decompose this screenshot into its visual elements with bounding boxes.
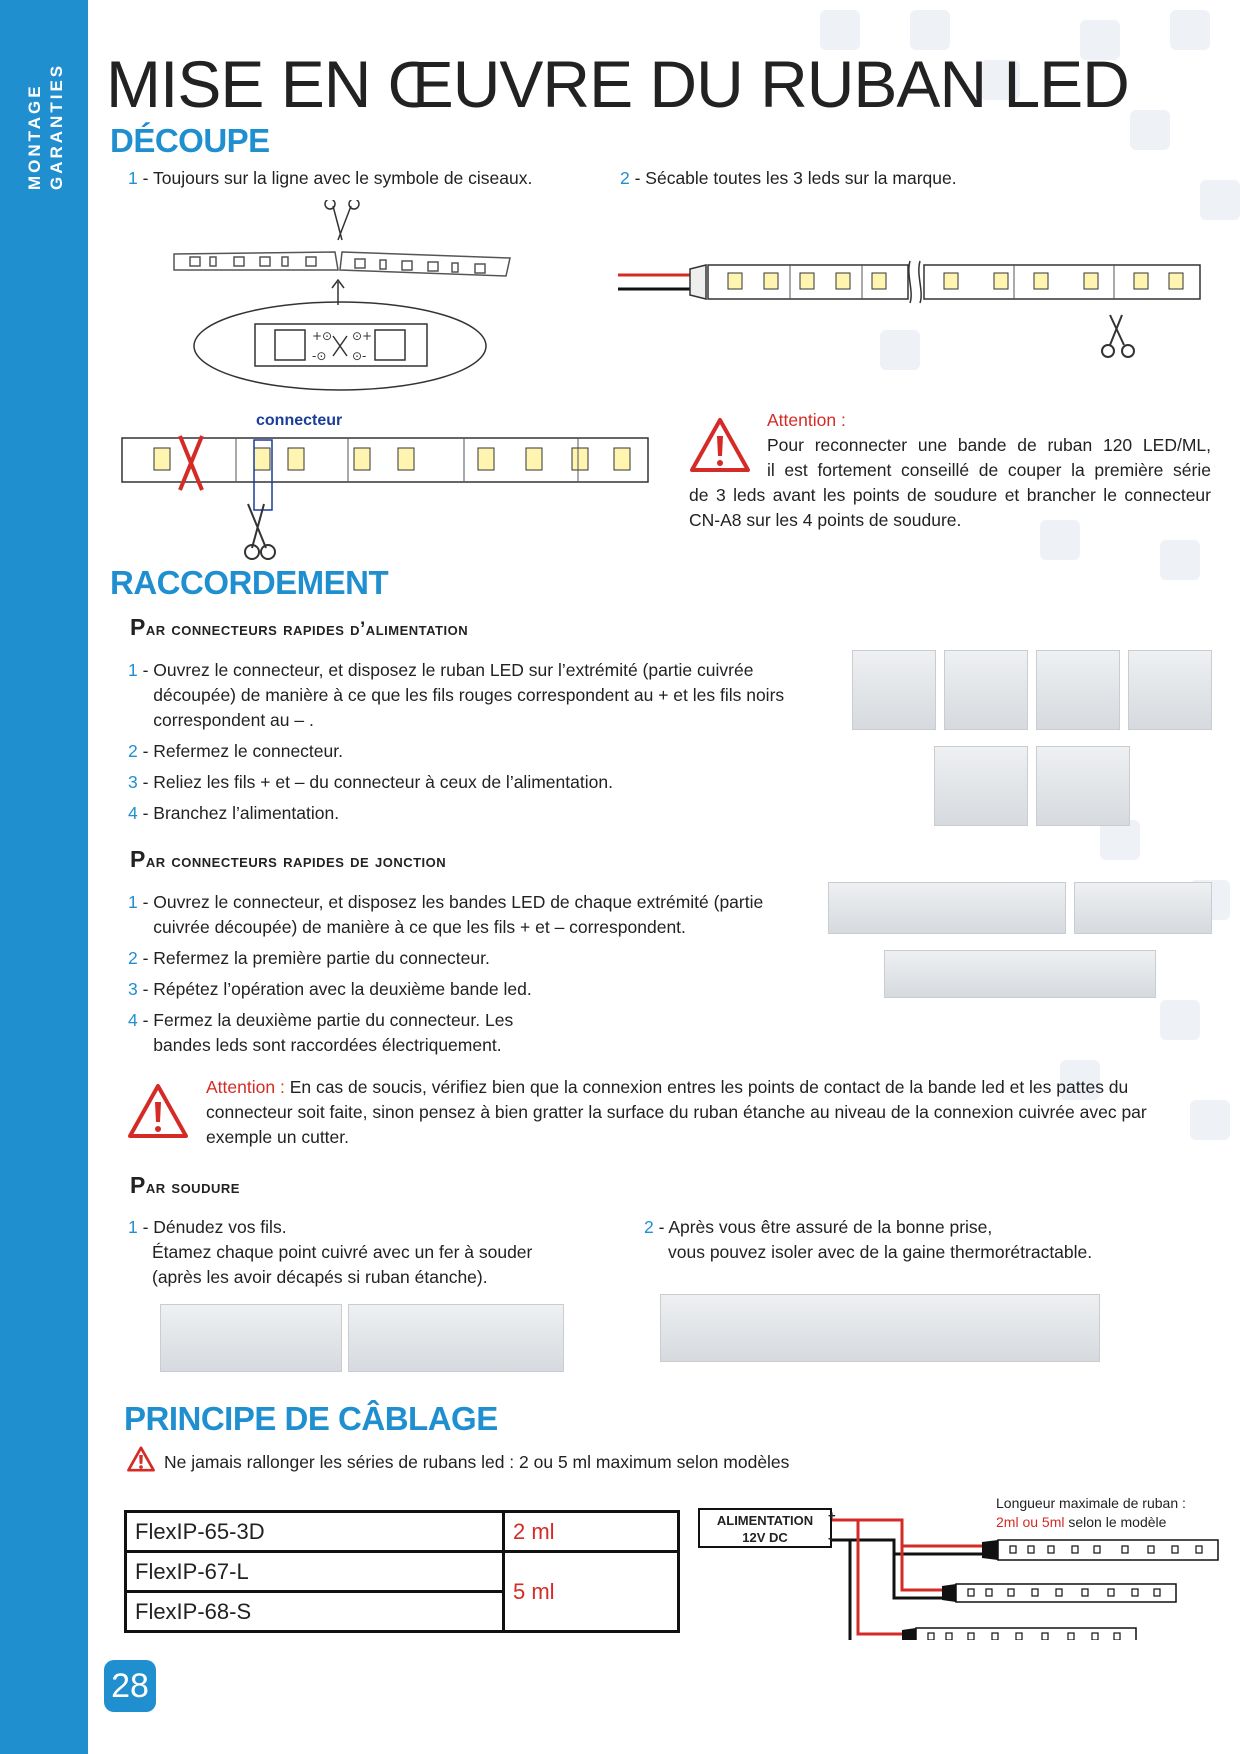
max-length-label: Longueur maximale de ruban : (996, 1495, 1186, 1511)
max-length-values: 2ml ou 5ml (996, 1514, 1065, 1530)
list-item: 1 - Ouvrez le connecteur, et disposez les bandes LED de chaque extrémité (partie cuivrée découpée) de manière à ce que les fils + et – correspondent. (128, 890, 808, 940)
attention-line: il est fortement conseillé de couper la première série (767, 460, 1211, 480)
photo-soldered-strip (348, 1304, 564, 1372)
strip-minus-mark: ⊙- (352, 349, 367, 363)
title-initial: P (130, 614, 146, 640)
soudure-step-2: 2 - Après vous être assuré de la bonne prise, vous pouvez isoler avec de la gaine thermorétractable. (644, 1215, 1092, 1265)
power-supply-box (698, 1508, 832, 1548)
table-cell-model: FlexIP-65-3D (126, 1512, 504, 1552)
step-text: Branchez l’alimentation. (153, 803, 340, 823)
photo-heat-shrink (660, 1294, 1100, 1362)
photo-connector-open (852, 650, 936, 730)
step-number: 1 (128, 168, 138, 188)
psu-minus-mark: - (828, 1530, 833, 1545)
psu-voltage: 12V DC (742, 1530, 788, 1545)
step-text: Répétez l’opération avec la deuxième bande led. (153, 979, 532, 999)
table-row (126, 1552, 679, 1592)
step-number: 3 (128, 772, 138, 792)
decoupe-step-2: 2 - Sécable toutes les 3 leds sur la marque. (620, 168, 957, 188)
page-title: MISE EN ŒUVRE DU RUBAN LED (106, 47, 1129, 121)
step-text: Fermez la deuxième partie du connecteur. Les bandes leds sont raccordées électriquement. (153, 1010, 514, 1055)
step-number: 2 (128, 948, 138, 968)
sidebar-label (24, 0, 84, 190)
decoupe-attention (689, 408, 1211, 533)
warning-triangle-icon (126, 1082, 190, 1140)
subsection-title-jonction (130, 846, 446, 873)
attention-line: CN-A8 sur les 4 points de soudure. (689, 510, 962, 530)
alim-steps (128, 658, 838, 832)
step-number: 1 (128, 892, 138, 912)
step-number: 1 (128, 660, 138, 680)
sidebar-line-montage: MONTAGE (25, 83, 44, 190)
photo-junction-strip (1074, 882, 1212, 934)
title-initial: P (130, 846, 146, 872)
step-number: 1 (128, 1217, 138, 1237)
attention-label: Attention : (767, 410, 846, 430)
step-text: Toujours sur la ligne avec le symbole de ciseaux. (152, 168, 533, 188)
table-cell-length: 2 ml (504, 1512, 679, 1552)
title-initial: P (130, 1172, 146, 1198)
step-text: (après les avoir décapés si ruban étanche). (152, 1267, 488, 1287)
photo-power-supply (1036, 746, 1130, 826)
sidebar-line-garanties: GARANTIES (47, 62, 66, 190)
step-text: Sécable toutes les 3 leds sur la marque. (645, 168, 957, 188)
photo-stripped-wires (160, 1304, 342, 1372)
photo-connector-insert (1036, 650, 1120, 730)
title-rest: ar soudure (145, 1177, 240, 1198)
list-item: 3 - Répétez l’opération avec la deuxième bande led. (128, 977, 808, 1002)
step-text: Après vous être assuré de la bonne prise, (668, 1217, 993, 1237)
psu-label: ALIMENTATION (716, 1513, 814, 1528)
section-title-decoupe: DÉCOUPE (110, 122, 270, 159)
title-rest: ar connecteurs rapides d’alimentation (145, 619, 469, 640)
step-text: Ouvrez le connecteur, et disposez les bandes LED de chaque extrémité (partie cuivrée découpée) de manière à ce que les fils + et – correspondent. (153, 892, 764, 937)
list-item: 1 - Ouvrez le connecteur, et disposez le ruban LED sur l’extrémité (partie cuivrée découpée) de manière à ce que les fils rouges correspondent au + et les fils noirs correspondent au – . (128, 658, 838, 733)
table-cell-model: FlexIP-67-L (126, 1552, 504, 1592)
list-item: 4 - Branchez l’alimentation. (128, 801, 838, 826)
step-number: 2 (128, 741, 138, 761)
raccordement-attention (206, 1075, 1212, 1150)
connector-cut-diagram (118, 420, 658, 560)
jonction-steps (128, 890, 808, 1064)
photo-connector-closed (1128, 650, 1212, 730)
section-title-raccordement: RACCORDEMENT (110, 564, 389, 601)
attention-line: de 3 leds avant les points de soudure et brancher le connecteur (689, 485, 1211, 505)
step-text: Étamez chaque point cuivré avec un fer à souder (152, 1242, 533, 1262)
step-number: 3 (128, 979, 138, 999)
soudure-step-1: 1 - Dénudez vos fils. Étamez chaque point cuivré avec un fer à souder (après les avoir décapés si ruban étanche). (128, 1215, 532, 1290)
section-title-cablage: PRINCIPE DE CÂBLAGE (124, 1400, 498, 1437)
photo-junction-joined (884, 950, 1156, 998)
connector-label: connecteur (256, 412, 343, 429)
sidebar (0, 0, 88, 1754)
attention-text: En cas de soucis, vérifiez bien que la connexion entres les points de contact de la bande led et les pattes du connecteur soit faite, sinon pensez à bien gratter la surface du ruban étanche au niveau de la connexion cuivrée avec par exemple un cutter. (206, 1077, 1147, 1147)
table-row (126, 1512, 679, 1552)
step-text: Refermez la première partie du connecteur. (153, 948, 490, 968)
title-rest: ar connecteurs rapides de jonction (145, 851, 447, 872)
list-item: 2 - Refermez la première partie du connecteur. (128, 946, 808, 971)
list-item: 2 - Refermez le connecteur. (128, 739, 838, 764)
wiring-diagram (832, 1510, 1222, 1640)
step-text: Reliez les fils + et – du connecteur à ceux de l’alimentation. (153, 772, 613, 792)
step-number: 2 (620, 168, 630, 188)
strip-minus-mark: -⊙ (312, 349, 327, 363)
step-number: 4 (128, 1010, 138, 1030)
step-number: 2 (644, 1217, 654, 1237)
warning-triangle-icon (126, 1446, 156, 1472)
attention-line: Pour reconnecter une bande de ruban 120 LED/ML, (767, 435, 1211, 455)
table-cell-model: FlexIP-68-S (126, 1592, 504, 1632)
subsection-title-alimentation (130, 614, 468, 641)
subsection-title-soudure (130, 1172, 240, 1199)
strip-plus-mark: ⊙+ (352, 329, 373, 343)
step-text: vous pouvez isoler avec de la gaine thermorétractable. (668, 1242, 1093, 1262)
attention-label: Attention : (206, 1077, 285, 1097)
cut-line-diagram (170, 200, 520, 400)
photo-connector-strip (944, 650, 1028, 730)
step-number: 4 (128, 803, 138, 823)
table-cell-length: 5 ml (504, 1552, 679, 1632)
strip-plus-mark: +⊙ (312, 329, 333, 343)
model-length-table (124, 1510, 680, 1633)
page-number: 28 (104, 1660, 156, 1712)
photo-wires (934, 746, 1028, 826)
step-text: Dénudez vos fils. (153, 1217, 287, 1237)
cut-every-3-leds-diagram (614, 255, 1214, 365)
max-length-rest: selon le modèle (1064, 1514, 1167, 1530)
step-text: Refermez le connecteur. (153, 741, 343, 761)
list-item: 4 - Fermez la deuxième partie du connecteur. Les bandes leds sont raccordées électriquement. (128, 1008, 568, 1058)
step-text: Ouvrez le connecteur, et disposez le ruban LED sur l’extrémité (partie cuivrée découpée) de manière à ce que les fils rouges correspondent au + et les fils noirs correspondent au – . (153, 660, 785, 730)
psu-plus-mark: + (828, 1508, 836, 1523)
photo-junction-cable (828, 882, 1066, 934)
list-item: 3 - Reliez les fils + et – du connecteur à ceux de l’alimentation. (128, 770, 838, 795)
decoupe-step-1: 1 - Toujours sur la ligne avec le symbole de ciseaux. (128, 168, 533, 188)
cablage-warning: Ne jamais rallonger les séries de rubans led : 2 ou 5 ml maximum selon modèles (164, 1452, 790, 1472)
